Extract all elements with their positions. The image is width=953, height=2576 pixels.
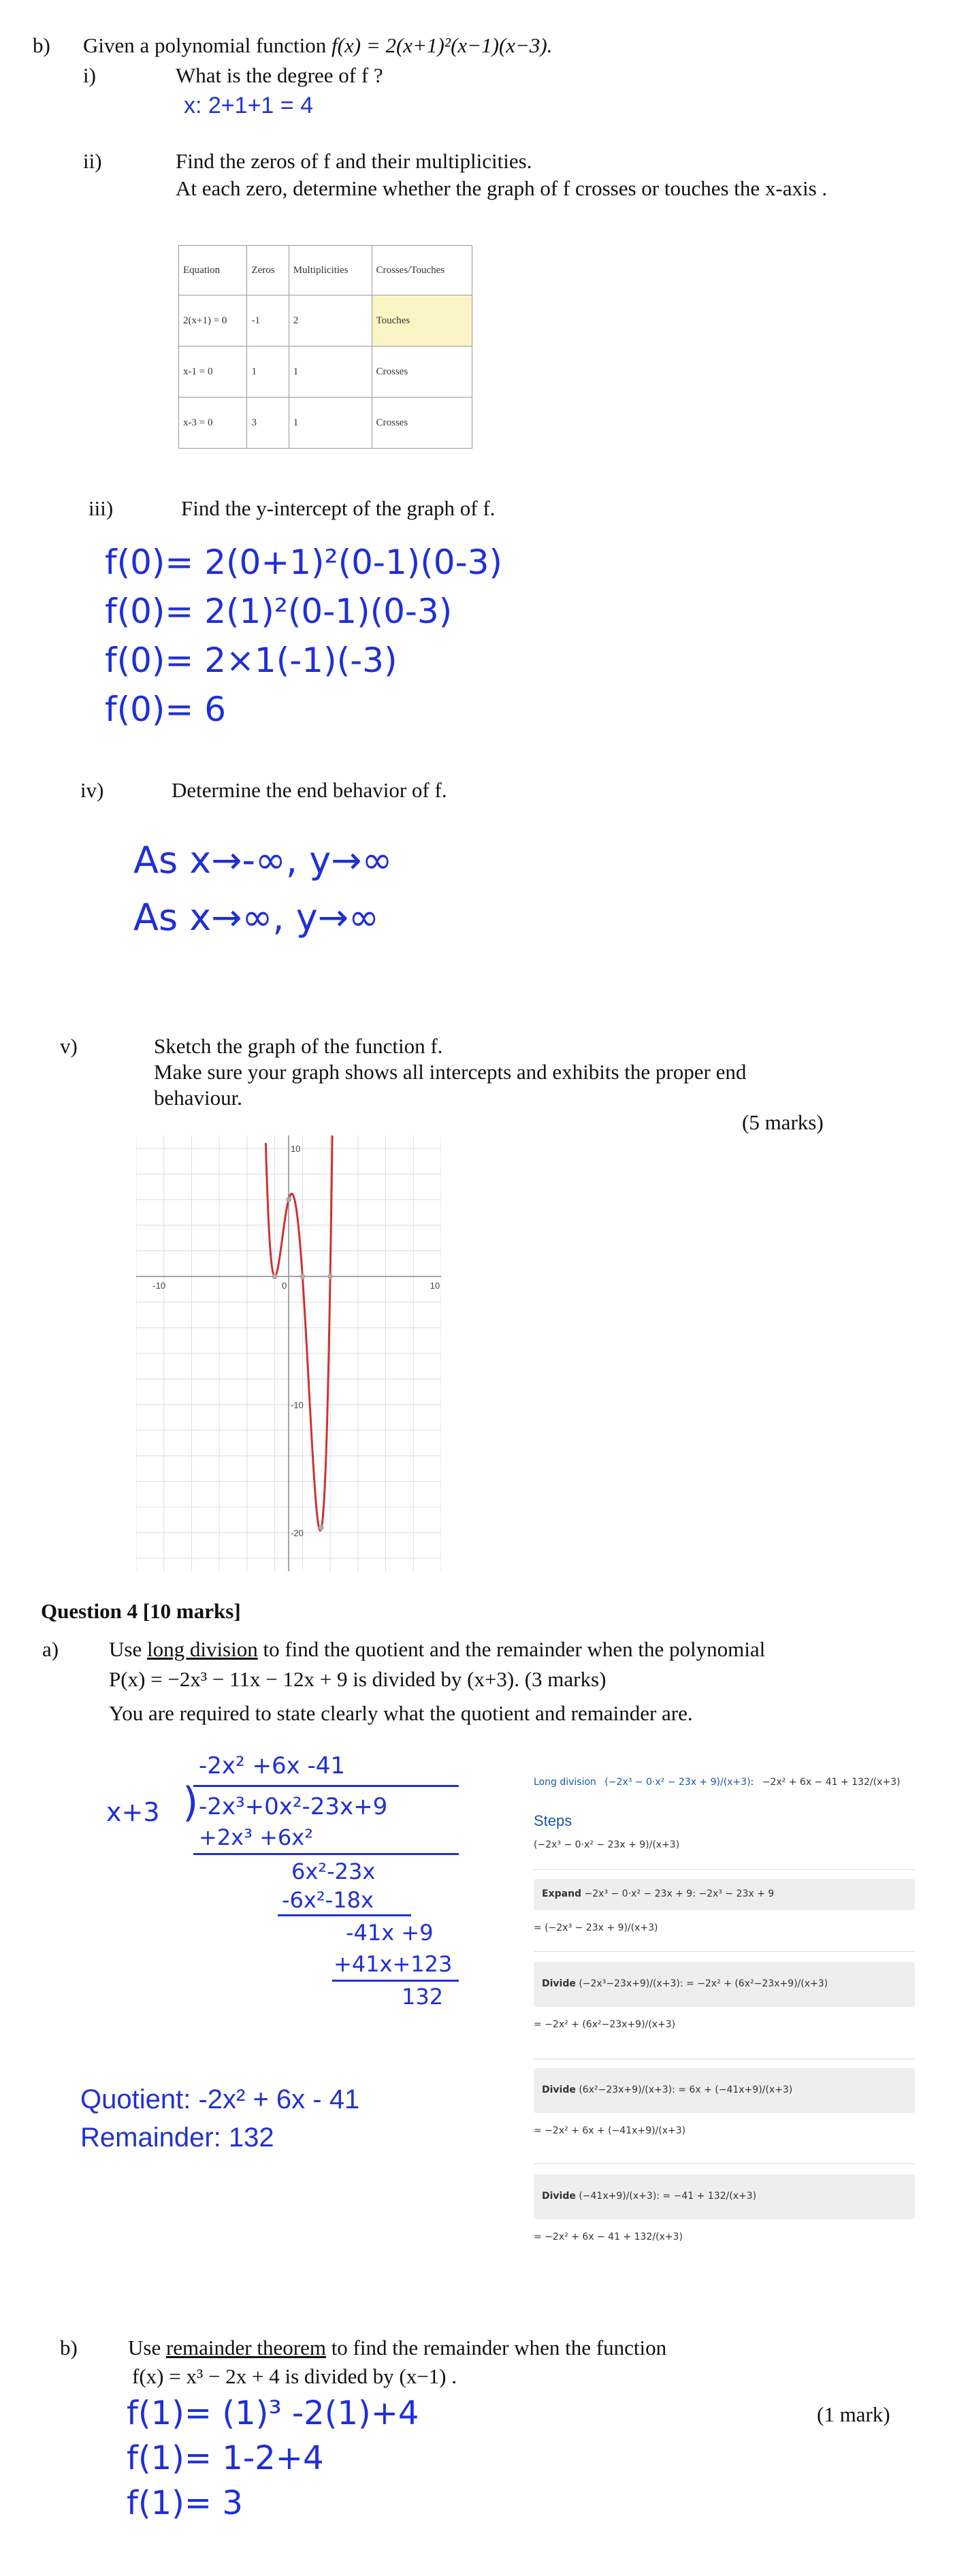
q4b-line1 (128, 2335, 666, 2361)
graph-point (286, 1197, 291, 1202)
table-header-cell: Equation (179, 246, 247, 295)
step-divider (534, 1869, 915, 1870)
q-ii-label: ii) (83, 149, 102, 173)
division-quotient: -2x² +6x -41 (199, 1752, 346, 1780)
q4-heading: Question 4 [10 marks] (41, 1599, 241, 1623)
work-line: As x→∞, y→∞ (133, 896, 379, 939)
q4a-line2: P(x) = −2x³ − 11x − 12x + 9 is divided by (x+3). (3 marks) (109, 1667, 607, 1691)
steps-title-prefix: Long division (534, 1777, 596, 1788)
part-b-intro-text: Given a polynomial function (83, 33, 327, 57)
table-cell: -1 (247, 295, 289, 347)
q4a-label: a) (42, 1637, 59, 1661)
q-ii-question1: Find the zeros of f and their multiplicities. (176, 149, 532, 173)
table-row (179, 347, 472, 398)
division-bar (193, 1785, 459, 1787)
q4b-label: b) (60, 2336, 78, 2360)
x-tick-label: -10 (152, 1281, 166, 1291)
x-tick-label: 0 (282, 1281, 287, 1291)
step-after-divide-3: = −2x² + 6x − 41 + 132/(x+3) (534, 2232, 683, 2242)
step-divide-1 (534, 1962, 915, 2007)
division-line: +41x+123 (334, 1951, 453, 1977)
division-line: -6x²-18x (282, 1887, 374, 1913)
table-cell: 2 (289, 295, 372, 347)
work-line: f(1)= 1-2+4 (127, 2439, 324, 2477)
q-v-marks: (5 marks) (742, 1110, 824, 1134)
answer-remainder: Remainder: 132 (80, 2123, 274, 2153)
part-b-label: b) (33, 33, 50, 57)
division-rule (332, 1980, 459, 1982)
work-line: f(1)= (1)³ -2(1)+4 (127, 2394, 419, 2432)
q4a-line3: You are required to state clearly what the quotient and remainder are. (109, 1701, 693, 1725)
q4b-line1-pre: Use (128, 2336, 166, 2360)
q4b-line2: f(x) = x³ − 2x + 4 is divided by (x−1) . (132, 2364, 457, 2388)
work-line: f(1)= 3 (127, 2484, 243, 2522)
table-cell: x-1 = 0 (179, 347, 247, 398)
step-0: (−2x³ − 0·x² − 23x + 9)/(x+3) (534, 1839, 680, 1850)
table-header-cell: Zeros (247, 246, 289, 295)
division-bracket: ) (182, 1779, 199, 1826)
steps-title: Long division (−2x³ − 0·x² − 23x + 9)/(x+3): −2x² + 6x − 41 + 132/(x+3) (534, 1777, 901, 1788)
step-divide-text: (6x²−23x+9)/(x+3): = 6x + (−41x+9)/(x+3) (579, 2084, 793, 2095)
part-b-function: f(x) = 2(x+1)²(x−1)(x−3). (332, 33, 553, 57)
table-row (179, 295, 472, 347)
y-tick-label: -20 (291, 1528, 304, 1539)
table-header-cell: Multiplicities (289, 246, 372, 295)
function-curve (265, 1136, 335, 1530)
graph-point (272, 1274, 278, 1279)
answer-quotient: Quotient: -2x² + 6x - 41 (80, 2084, 360, 2114)
division-line: +2x³ +6x² (199, 1824, 314, 1850)
step-divide-text: (−41x+9)/(x+3): = −41 + 132/(x+3) (579, 2191, 757, 2202)
graph-point (300, 1274, 305, 1279)
steps-title-result: −2x² + 6x − 41 + 132/(x+3) (762, 1777, 901, 1788)
step-divide-label: Divide (542, 2191, 576, 2202)
zeros-table (178, 245, 472, 449)
q-iv-question: Determine the end behavior of f. (172, 778, 447, 802)
step-divide-3 (534, 2174, 915, 2219)
q-iv-label: iv) (80, 778, 104, 802)
q4a-line1-pre: Use (109, 1637, 147, 1661)
division-line: 132 (402, 1984, 444, 2010)
division-rule (278, 1914, 411, 1916)
step-expand-label: Expand (542, 1888, 582, 1899)
q-iv-work (133, 832, 392, 946)
q-iii-label: iii) (88, 496, 114, 520)
division-rule (193, 1853, 459, 1855)
part-b-intro (83, 33, 553, 59)
steps-label: Steps (534, 1812, 572, 1829)
division-dividend: -2x³+0x²-23x+9 (199, 1793, 388, 1820)
q-v-label: v) (60, 1034, 78, 1058)
q-i-answer: x: 2+1+1 = 4 (184, 93, 313, 118)
x-tick-label: 10 (430, 1281, 440, 1291)
step-after-divide-2: = −2x² + 6x + (−41x+9)/(x+3) (534, 2125, 686, 2136)
step-divide-2 (534, 2068, 915, 2113)
table-cell: Crosses (372, 398, 472, 449)
graph-point (319, 1525, 324, 1530)
graph-point (327, 1274, 333, 1279)
step-expand (534, 1879, 915, 1910)
work-line: f(0)= 6 (105, 690, 227, 729)
q-v-question2: Make sure your graph shows all intercepts and exhibits the proper end behaviour. (154, 1060, 747, 1110)
table-cell: 1 (289, 347, 372, 398)
y-tick-label: -10 (291, 1400, 304, 1411)
work-line: f(0)= 2×1(-1)(-3) (105, 641, 398, 680)
q-i-question: What is the degree of f ? (176, 63, 383, 87)
q-ii-question2: At each zero, determine whether the graph of f crosses or touches the x-axis . (176, 176, 828, 200)
table-cell-highlighted: Touches (372, 295, 472, 347)
division-divisor: x+3 (106, 1797, 160, 1827)
step-divider (534, 2163, 915, 2164)
table-row (179, 398, 472, 449)
q4a-line1 (109, 1637, 765, 1662)
table-cell: Crosses (372, 347, 472, 398)
long-division-term: long division (146, 1637, 258, 1661)
q-i-label: i) (83, 63, 96, 87)
q4b-work (127, 2391, 419, 2526)
steps-title-expr: (−2x³ − 0·x² − 23x + 9)/(x+3) (604, 1777, 751, 1788)
q-v-question1: Sketch the graph of the function f. (154, 1034, 443, 1058)
remainder-theorem-term: remainder theorem (165, 2336, 326, 2360)
step-after-divide-1: = −2x² + (6x²−23x+9)/(x+3) (534, 2019, 676, 2030)
step-after-expand: = (−2x³ − 23x + 9)/(x+3) (534, 1922, 658, 1933)
q4b-line1-post: to find the remainder when the function (325, 2336, 667, 2360)
work-line: f(0)= 2(0+1)²(0-1)(0-3) (105, 543, 502, 582)
step-divide-label: Divide (542, 2084, 576, 2095)
step-expand-text: −2x³ − 0·x² − 23x + 9: −2x³ − 23x + 9 (584, 1888, 775, 1899)
steps-panel (534, 1777, 915, 2321)
division-line: -41x +9 (346, 1920, 434, 1946)
step-divide-label: Divide (542, 1978, 576, 1989)
table-header-cell: Crosses/Touches (372, 246, 472, 295)
q4a-line1-post: to find the quotient and the remainder when the polynomial (257, 1637, 766, 1661)
y-tick-label: 10 (291, 1143, 301, 1154)
work-line: f(0)= 2(1)²(0-1)(0-3) (105, 592, 453, 631)
step-divide-text: (−2x³−23x+9)/(x+3): = −2x² + (6x²−23x+9)/(x+3) (579, 1978, 828, 1989)
q4b-marks: (1 mark) (817, 2402, 890, 2426)
step-divider (534, 1951, 915, 1952)
table-cell: 2(x+1) = 0 (179, 295, 247, 347)
q-iii-work (105, 538, 502, 734)
zeros-table-header (179, 246, 472, 295)
work-line: As x→-∞, y→∞ (133, 839, 393, 882)
table-cell: 1 (289, 398, 372, 449)
polynomial-graph (136, 1136, 441, 1571)
table-cell: 1 (247, 347, 289, 398)
table-cell: x-3 = 0 (179, 398, 247, 449)
division-line: 6x²-23x (291, 1858, 376, 1884)
q-iii-question: Find the y-intercept of the graph of f. (181, 496, 496, 520)
table-cell: 3 (247, 398, 289, 449)
